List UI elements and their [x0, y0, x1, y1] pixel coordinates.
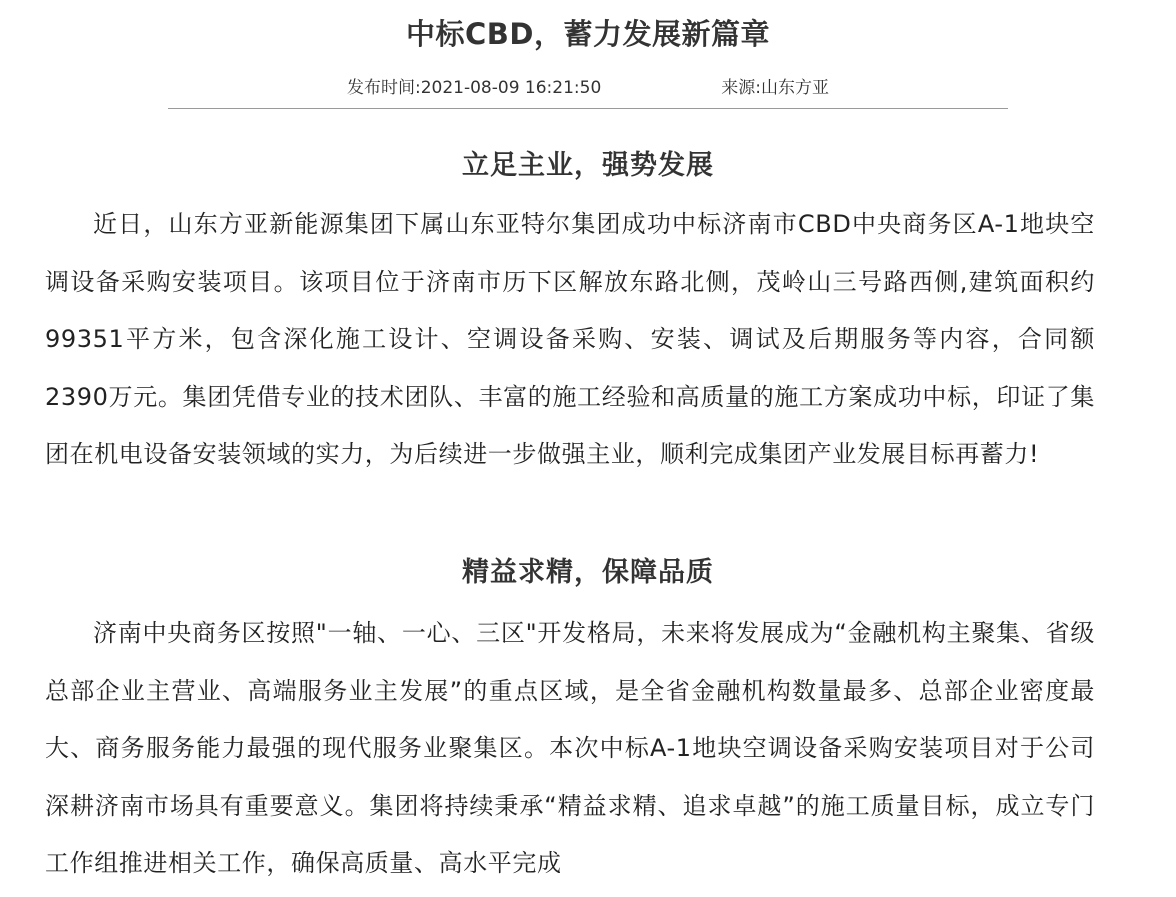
article-source: 来源:山东方亚	[721, 78, 829, 98]
section-heading-2: 精益求精，保障品质	[462, 557, 714, 588]
article-meta	[169, 76, 1007, 100]
article-title: 中标CBD，蓄力发展新篇章	[406, 17, 770, 51]
title-divider	[168, 108, 1008, 109]
section-paragraph-2: 济南中央商务区按照"一轴、一心、三区"开发格局，未来将发展成为“金融机构主聚集、省级总部企业主营业、高端服务业主发展”的重点区域，是全省金融机构数量最多、总部企业密度最大、商务服务能力最强的现代服务业聚集区。本次中标A-1地块空调设备采购安装项目对于公司深耕济南市场具有重要意义。集团将持续秉承“精益求精、追求卓越”的施工质量目标，成立专门工作组推进相关工作，确保高质量、高水平完成	[45, 619, 1095, 877]
publish-time: 发布时间:2021-08-09 16:21:50	[346, 78, 602, 98]
section-heading-1: 立足主业，强势发展	[462, 150, 714, 181]
article	[0, 0, 1176, 109]
section-paragraph-1: 近日，山东方亚新能源集团下属山东亚特尔集团成功中标济南市CBD中央商务区A-1地块空调设备采购安装项目。该项目位于济南市历下区解放东路北侧，茂岭山三号路西侧,建筑面积约99351平方米，包含深化施工设计、空调设备采购、安装、调试及后期服务等内容，合同额2390万元。集团凭借专业的技术团队、丰富的施工经验和高质量的施工方案成功中标，印证了集团在机电设备安装领域的实力，为后续进一步做强主业，顺利完成集团产业发展目标再蓄力!	[45, 210, 1095, 468]
